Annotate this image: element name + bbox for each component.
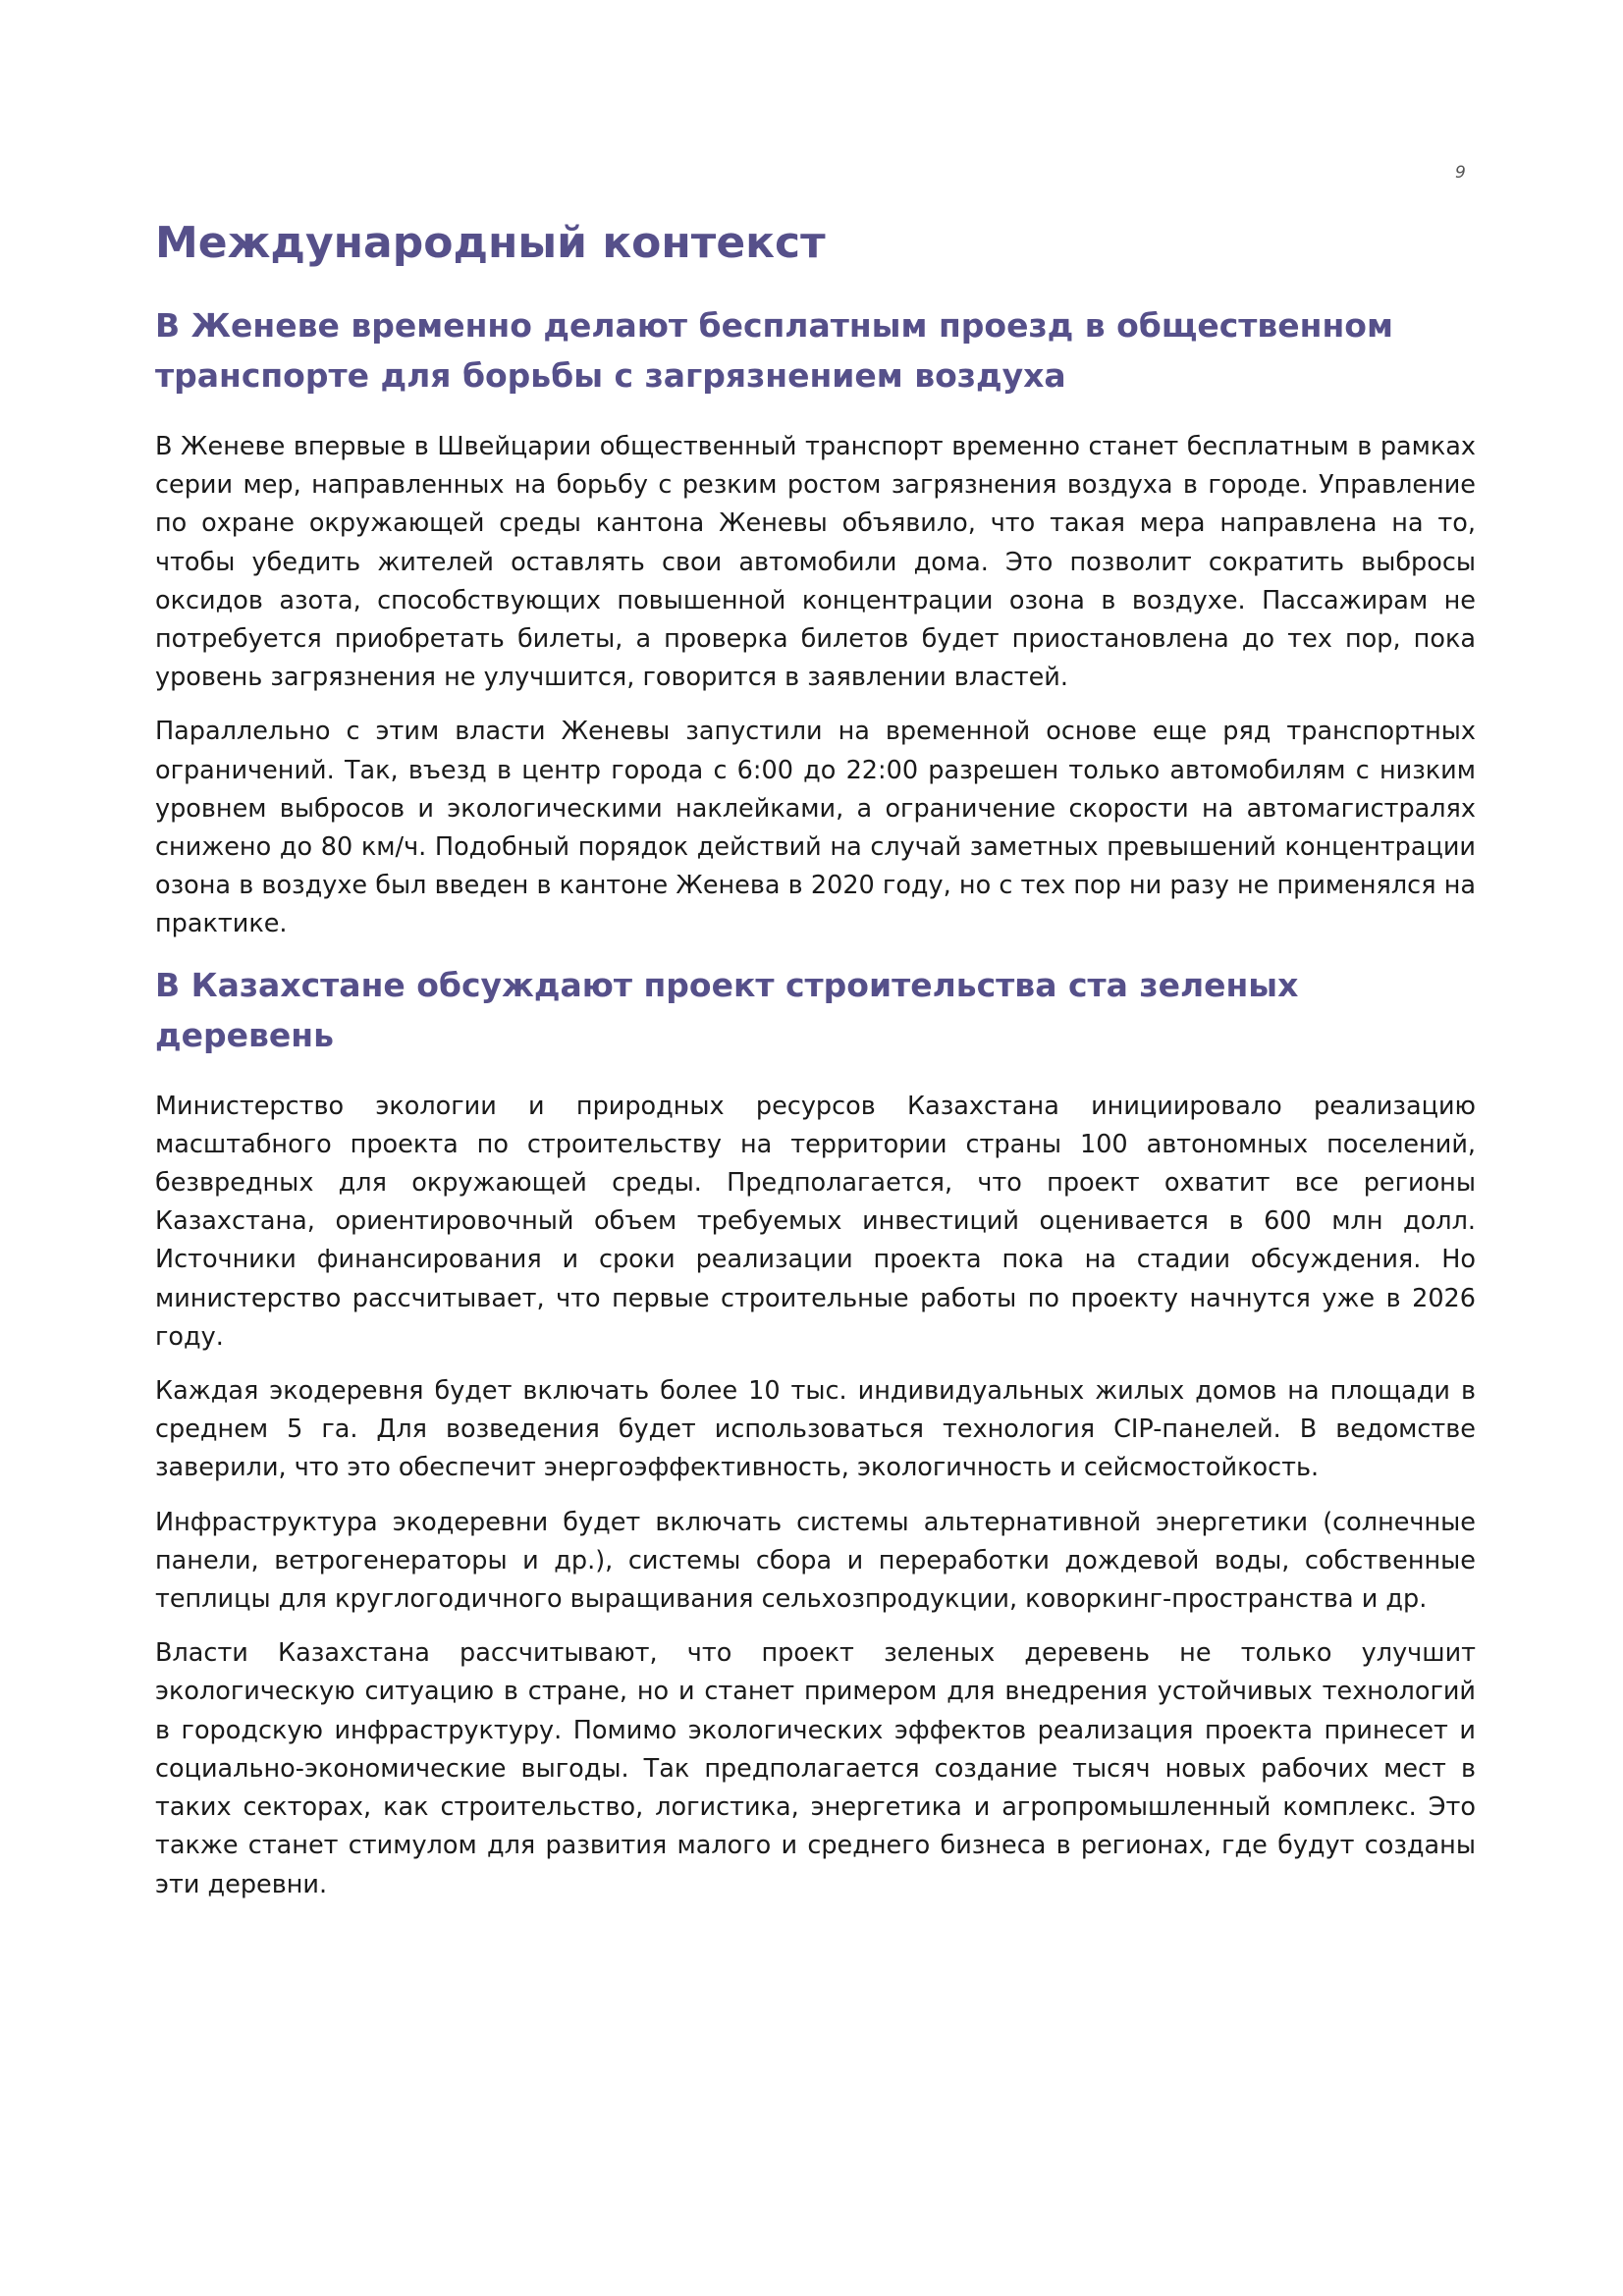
- article-title: В Казахстане обсуждают проект строительства ста зеленых деревень: [155, 965, 1299, 1054]
- paragraph: В Женеве впервые в Швейцарии общественный транспорт временно станет бесплатным в рамках серии мер, направленных на борьбу с резким ростом загрязнения воздуха в городе. Управление по охране окружающей среды кантона Женевы объявило, что такая мера направлена на то, чтобы убедить жителей оставлять свои автомобили дома. Это позволит сократить выбросы оксидов азота, способствующих повышенной концентрации озона в воздухе. Пассажирам не потребуется приобретать билеты, а проверка билетов будет приостановлена до тех пор, пока уровень загрязнения не улучшится, говорится в заявлении властей.: [155, 432, 1476, 693]
- paragraph: Параллельно с этим власти Женевы запустили на временной основе еще ряд транспортных ограничений. Так, въезд в центр города с 6:00 до 22:00 разрешен только автомобилям с низким уровнем выбросов и экологическими наклейками, а ограничение скорости на автомагистралях снижено до 80 км/ч. Подобный порядок действий на случай заметных превышений концентрации озона в воздухе был введен в кантоне Женева в 2020 году, но с тех пор ни разу не применялся на практике.: [155, 717, 1476, 939]
- section-title: Международный контекст: [155, 218, 826, 268]
- page-content: [155, 216, 1476, 1920]
- article-title: В Женеве временно делают бесплатным проезд в общественном транспорте для борьбы с загрязнением воздуха: [155, 306, 1393, 395]
- article-geneva: [155, 300, 1476, 944]
- article-kazakhstan: [155, 960, 1476, 1904]
- paragraph: Инфраструктура экодеревни будет включать системы альтернативной энергетики (солнечные панели, ветрогенераторы и др.), системы сбора и переработки дождевой воды, собственные теплицы для круглогодичного выращивания сельхозпродукции, коворкинг-пространства и др.: [155, 1507, 1476, 1615]
- paragraph: Каждая экодеревня будет включать более 10 тыс. индивидуальных жилых домов на площади в среднем 5 га. Для возведения будет использоваться технология CIP-панелей. В ведомстве заверили, что это обеспечит энергоэффективность, экологичность и сейсмостойкость.: [155, 1376, 1476, 1483]
- paragraph: Власти Казахстана рассчитывают, что проект зеленых деревень не только улучшит экологическую ситуацию в стране, но и станет примером для внедрения устойчивых технологий в городскую инфраструктуру. Помимо экологических эффектов реализация проекта принесет и социально-экономические выгоды. Так предполагается создание тысяч новых рабочих мест в таких секторах, как строительство, логистика, энергетика и агропромышленный комплекс. Это также станет стимулом для развития малого и среднего бизнеса в регионах, где будут созданы эти деревни.: [155, 1638, 1476, 1899]
- page-number: 9: [1455, 163, 1466, 183]
- paragraph: Министерство экологии и природных ресурсов Казахстана инициировало реализацию масштабного проекта по строительству на территории страны 100 автономных поселений, безвредных для окружающей среды. Предполагается, что проект охватит все регионы Казахстана, ориентировочный объем требуемых инвестиций оценивается в 600 млн долл. Источники финансирования и сроки реализации проекта пока на стадии обсуждения. Но министерство рассчитывает, что первые строительные работы по проекту начнутся уже в 2026 году.: [155, 1091, 1476, 1352]
